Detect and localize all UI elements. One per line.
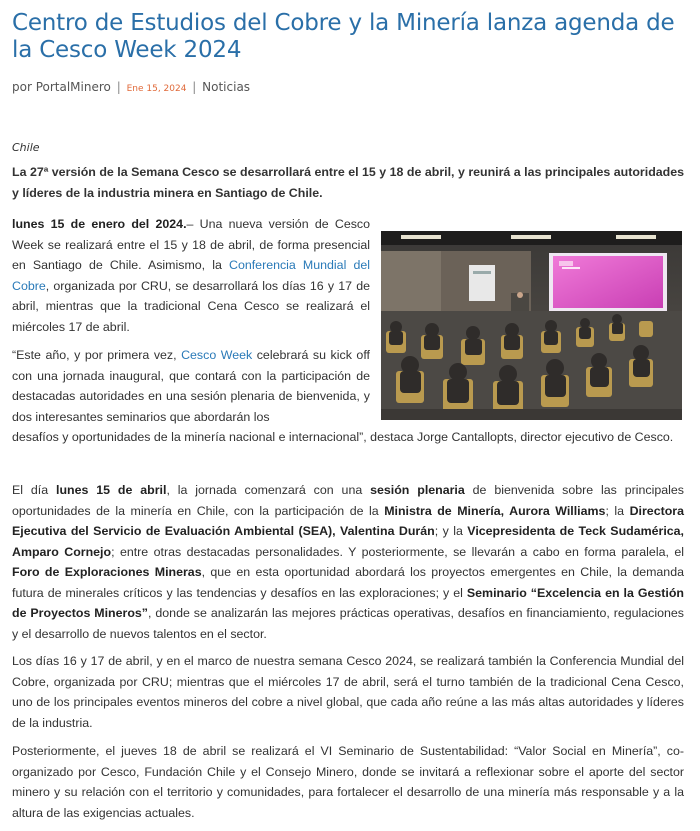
article-meta xyxy=(12,80,250,94)
bold-text: Seminario “Excelencia en la Gestión de Proyectos Mineros” xyxy=(12,585,685,620)
paragraph-4: Los días 16 y 17 de abril, y en el marco de nuestra semana Cesco 2024, se realizará también la Conferencia Mundial del Cobre, organizada por CRU; mientras que el miércoles 17 de abril, será el turno también de la tradicional Cena Cesco, uno de los principales eventos mineros del cobre a nivel global, que cada año reúne a las más altas autoridades y líderes de la industria. xyxy=(12,654,684,730)
paragraph-text: , que en esta oportunidad abordará los proyectos emergentes en Chile, la demanda futura de minerales críticos y las tendencias y desafíos en las exploraciones; y el xyxy=(12,565,684,600)
paragraph-text: ; entre otras destacadas personalidades. Y posteriormente, se llevarán a cabo en forma paralela, el xyxy=(111,544,684,559)
region-label: Chile xyxy=(12,141,40,154)
bold-text: Foro de Exploraciones Mineras xyxy=(12,565,202,579)
category-link[interactable]: Noticias xyxy=(202,80,251,94)
cesco-week-link[interactable]: Cesco Week xyxy=(181,348,253,362)
conference-photo-illustration xyxy=(381,231,682,420)
paragraph-5: Posteriormente, el jueves 18 de abril se realizará el VI Seminario de Sustentabilidad: “Valor Social en Minería”, co-organizado por Cesco, Fundación Chile y el Consejo Minero, donde se invitará a reflexionar sobre el aporte del sector minero y su relación con el territorio y comunidades, para fortalecer el desarrollo de una minería más responsable y a la altura de las exigencias actuales. xyxy=(12,744,684,820)
dateline: lunes 15 de enero del 2024. xyxy=(12,217,187,231)
paragraph-text: “Este año, y por primera vez, xyxy=(12,348,182,362)
paragraph-2b: desafíos y oportunidades de la minería nacional e internacional”, destaca Jorge Cantallopts, director ejecutivo de Cesco. xyxy=(12,430,674,444)
bold-text: Ministra de Minería, Aurora Williams xyxy=(384,503,606,518)
paragraph-text: , la jornada comenzará con una xyxy=(166,483,371,497)
paragraph-text: El día xyxy=(12,483,57,497)
bold-text: Directora Ejecutiva del Servicio de Evaluación Ambiental (SEA), Valentina Durán xyxy=(12,503,684,538)
paragraph-text: , donde se analizarán las mejores prácticas operativas, desafíos en financiamiento, regulaciones y el desarrollo de nuevos talentos en el sector. xyxy=(12,606,684,641)
paragraph-text: , organizada por CRU, se desarrollará los días 16 y 17 de abril, mientras que la tradicional Cena Cesco se realizará el miércoles 17 de abril. xyxy=(12,278,370,334)
paragraph-text: ; la xyxy=(605,503,630,518)
publish-date: Ene 15, 2024 xyxy=(126,84,187,94)
bold-text: sesión plenaria xyxy=(370,483,465,497)
article-lead: La 27ª versión de la Semana Cesco se desarrollará entre el 15 y 18 de abril, y reunirá a las principales autoridades y líderes de la industria minera en Santiago de Chile. xyxy=(12,165,684,200)
conferencia-mundial-link[interactable]: Conferencia Mundial del Cobre xyxy=(12,258,370,293)
paragraph-3 xyxy=(12,480,684,644)
paragraph-1 xyxy=(12,214,370,337)
meta-separator: | xyxy=(192,80,197,94)
bold-text: Vicepresidenta de Teck Sudamérica, Amparo Cornejo xyxy=(12,524,684,559)
paragraph-text: – Una nueva versión de Cesco Week se realizará entre el 15 y 18 de abril, de forma presencial en Santiago de Chile. Asimismo, la xyxy=(12,217,370,272)
meta-separator: | xyxy=(116,80,121,94)
conference-photo xyxy=(381,231,682,420)
paragraph-text: celebrará su kick off con una jornada inaugural, que contará con la participación de destacadas autoridades en una sesión plenaria de bienvenida, y dos interesantes seminarios que abordarán los xyxy=(12,348,370,424)
paragraph-2a xyxy=(12,345,370,427)
paragraph-text: de bienvenida sobre las principales oportunidades de la minería en Chile, con la participación de la xyxy=(12,483,684,518)
author[interactable]: por PortalMinero xyxy=(12,80,111,94)
paragraph-text: ; y la xyxy=(434,524,468,538)
bold-text: lunes 15 de abril xyxy=(56,483,167,497)
article-title: Centro de Estudios del Cobre y la Minería lanza agenda de la Cesco Week 2024 xyxy=(12,10,675,63)
